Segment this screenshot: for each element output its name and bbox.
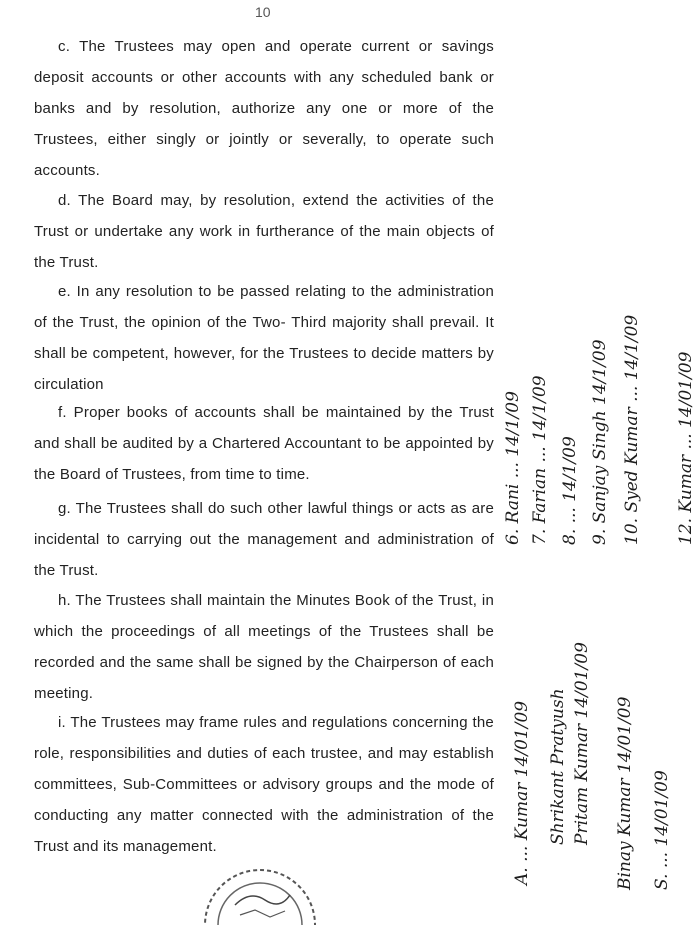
signature-6: 6. Rani ... 14/1/09 [503, 391, 523, 545]
clause-e [34, 276, 494, 400]
clause-text: The Trustees may frame rules and regulations concerning the role, responsibilities and duties of each trustee, and may establish committees, Sub-Committees or advisory groups and the mode of conducting any matter connected with the administration of the Trust and its management. [34, 714, 494, 855]
clause-text: In any resolution to be passed relating to the administration of the Trust, the opinion of the Two- Third majority shall prevail. It shall be competent, however, for the Trustees to decide matters by circulation [34, 283, 494, 393]
clause-label: d. [58, 192, 71, 209]
clause-h [34, 585, 494, 709]
clause-f [34, 397, 494, 490]
clause-i [34, 707, 494, 862]
clause-g [34, 493, 494, 586]
clause-text: Proper books of accounts shall be maintained by the Trust and shall be audited by a Chartered Accountant to be appointed by the Board of Trustees, from time to time. [34, 404, 495, 483]
signature-pritam: Pritam Kumar 14/01/09 [572, 642, 592, 845]
signature-s: S. ... 14/01/09 [652, 770, 672, 890]
page-number: 10 [255, 4, 271, 20]
clause-label: g. [58, 500, 71, 517]
clause-text: The Trustees shall do such other lawful things or acts as are incidental to carrying out the management and administration of the Trust. [34, 500, 494, 579]
signature-12: 12. Kumar ... 14/01/09 [676, 351, 696, 545]
signature-9: 9. Sanjay Singh 14/1/09 [590, 339, 610, 545]
clause-text: The Trustees shall maintain the Minutes Book of the Trust, in which the proceedings of all meetings of the Trustees shall be recorded and the same shall be signed by the Chairperson of each meeting. [34, 592, 494, 702]
clause-c [34, 31, 494, 186]
clause-label: f. [58, 404, 67, 421]
signature-8: 8. ... 14/1/09 [560, 436, 580, 545]
seal-stamp-image [195, 865, 325, 925]
signature-a: A. ... Kumar 14/01/09 [512, 700, 532, 885]
clause-d [34, 185, 494, 278]
signature-10: 10. Syed Kumar ... 14/1/09 [622, 314, 642, 545]
clause-text: The Trustees may open and operate current or savings deposit accounts or other accounts with any scheduled bank or banks and by resolution, authorize any one or more of the Trustees, either singly or jointly or severally, to operate such accounts. [34, 38, 494, 179]
clause-label: e. [58, 283, 71, 300]
clause-text: The Board may, by resolution, extend the activities of the Trust or undertake any work in furtherance of the main objects of the Trust. [34, 192, 494, 271]
clause-label: c. [58, 38, 71, 55]
clause-label: i. [58, 714, 66, 731]
clause-label: h. [58, 592, 71, 609]
signature-binay: Binay Kumar 14/01/09 [615, 696, 635, 890]
signature-7: 7. Farian ... 14/1/09 [530, 375, 550, 545]
signature-shrikant: Shrikant Pratyush [548, 688, 568, 845]
